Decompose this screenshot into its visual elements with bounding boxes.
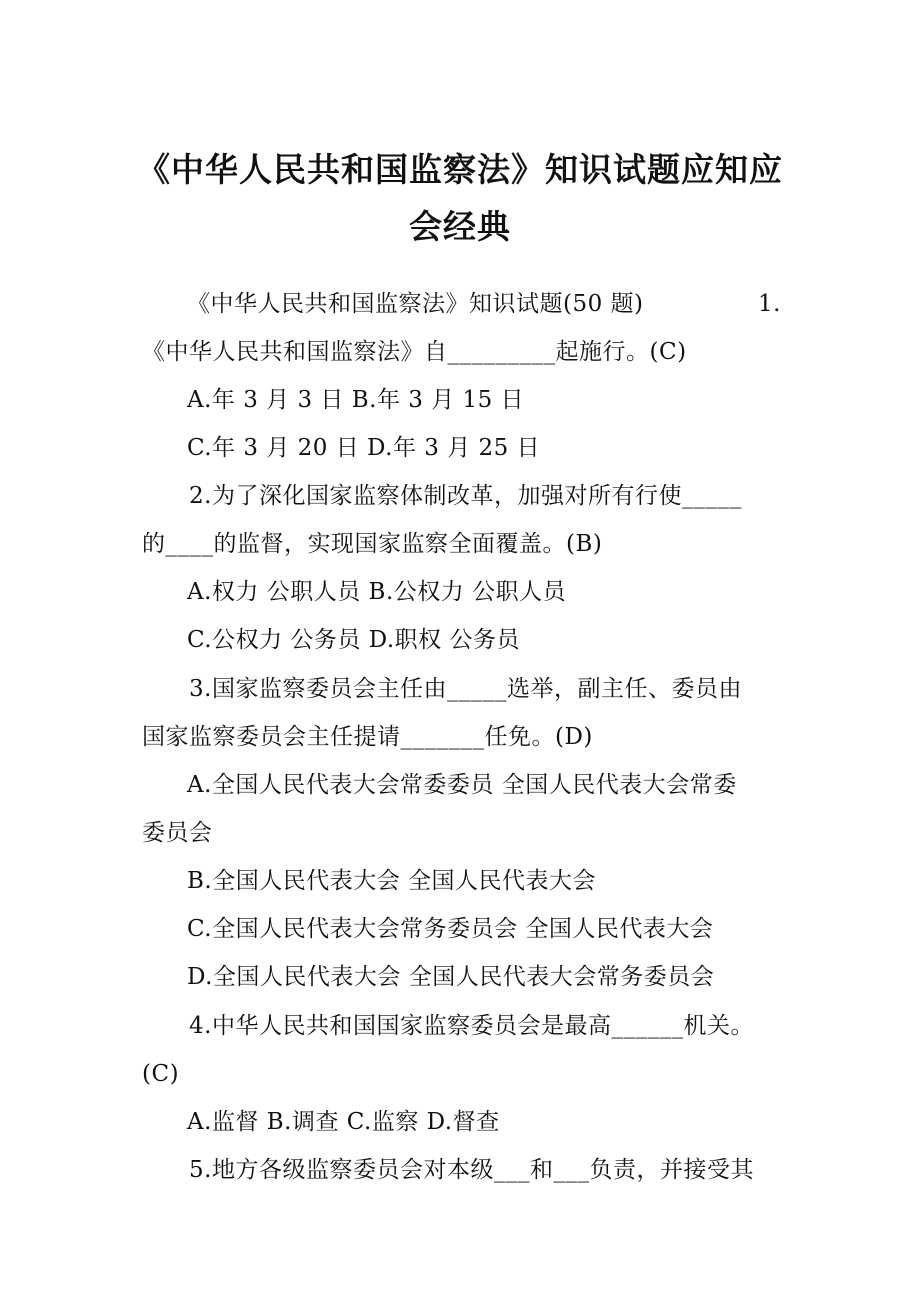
question-2-options-cd: C.公权力 公务员 D.职权 公务员 xyxy=(187,627,520,653)
question-2-text-line-1: 2.为了深化国家监察体制改革，加强对所有行使_____ xyxy=(189,483,742,509)
question-1-number: 1. xyxy=(758,291,781,317)
intro-line: 《中华人民共和国监察法》知识试题(50 题) xyxy=(187,291,644,317)
document-title-line-2: 会经典 xyxy=(409,207,511,246)
question-3-option-d: D.全国人民代表大会 全国人民代表大会常务委员会 xyxy=(187,964,715,990)
question-4-text-line-1: 4.中华人民共和国国家监察委员会是最高______机关。 xyxy=(189,1013,754,1039)
question-1-options-cd: C.年 3 月 20 日 D.年 3 月 25 日 xyxy=(187,435,541,461)
question-4-text-line-2: (C) xyxy=(142,1061,180,1087)
question-2-options-ab: A.权力 公职人员 B.公权力 公职人员 xyxy=(187,579,567,605)
question-1-text: 《中华人民共和国监察法》自_________起施行。(C) xyxy=(142,339,687,365)
question-3-text-line-1: 3.国家监察委员会主任由_____选举，副主任、委员由 xyxy=(189,676,742,702)
question-4-options: A.监督 B.调查 C.监察 D.督查 xyxy=(187,1109,500,1135)
question-3-option-a-line-1: A.全国人民代表大会常委委员 全国人民代表大会常委 xyxy=(187,772,737,798)
question-1-options-ab: A.年 3 月 3 日 B.年 3 月 15 日 xyxy=(187,387,525,413)
question-2-text-line-2: 的____的监督，实现国家监察全面覆盖。(B) xyxy=(142,531,603,557)
question-3-option-c: C.全国人民代表大会常务委员会 全国人民代表大会 xyxy=(187,916,714,942)
question-5-text-line-1: 5.地方各级监察委员会对本级___和___负责，并接受其 xyxy=(189,1157,754,1183)
document-title-line-1: 《中华人民共和国监察法》知识试题应知应 xyxy=(137,150,783,189)
question-3-option-a-line-2: 委员会 xyxy=(142,820,213,846)
question-3-text-line-2: 国家监察委员会主任提请_______任免。(D) xyxy=(142,724,593,750)
question-3-option-b: B.全国人民代表大会 全国人民代表大会 xyxy=(187,868,597,894)
